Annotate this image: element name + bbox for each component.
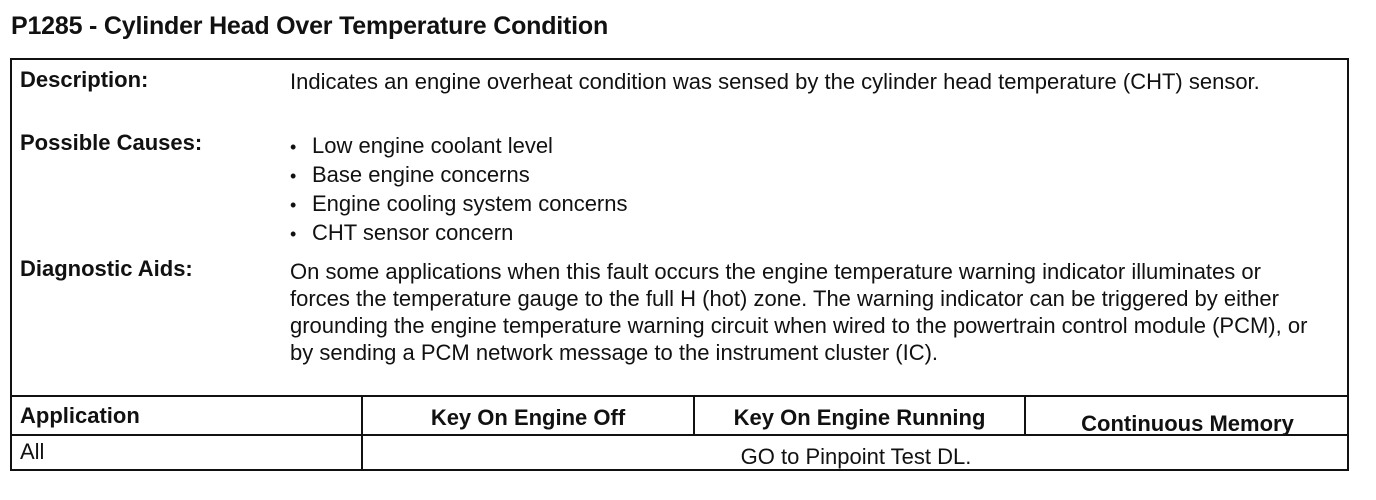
column-header-key-on-engine-off: Key On Engine Off [430,405,626,430]
column-header-key-on-engine-running: Key On Engine Running [733,405,986,430]
list-item: • CHT sensor concern [290,219,628,248]
column-header-continuous-memory: Continuous Memory [1081,411,1294,436]
page-title: P1285 - Cylinder Head Over Temperature Condition [11,12,609,40]
list-item: • Engine cooling system concerns [290,190,628,219]
diagnostic-aids-text: On some applications when this fault occurs the engine temperature warning indicator illuminates or forces the temperature gauge to the full H (hot) zone. The warning indicator can be triggered by either grounding the engine temperature warning circuit when wired to the powertrain control module (PCM), or by sending a PCM network message to the instrument cluster (IC). [290,259,1308,365]
column-header-application: Application [20,403,140,428]
possible-causes-label: Possible Causes: [20,130,203,155]
application-cell: All [20,439,45,464]
list-item: • Base engine concerns [290,161,628,190]
description-label: Description: [20,67,149,92]
application-table [12,395,1347,471]
list-item: • Low engine coolant level [290,132,628,161]
dtc-info-box [10,58,1349,471]
possible-causes-list [290,132,628,248]
diagnostic-aids-label: Diagnostic Aids: [20,256,193,281]
action-cell: GO to Pinpoint Test DL. [740,444,972,469]
description-text: Indicates an engine overheat condition was sensed by the cylinder head temperature (CHT) sensor. [290,69,1260,94]
